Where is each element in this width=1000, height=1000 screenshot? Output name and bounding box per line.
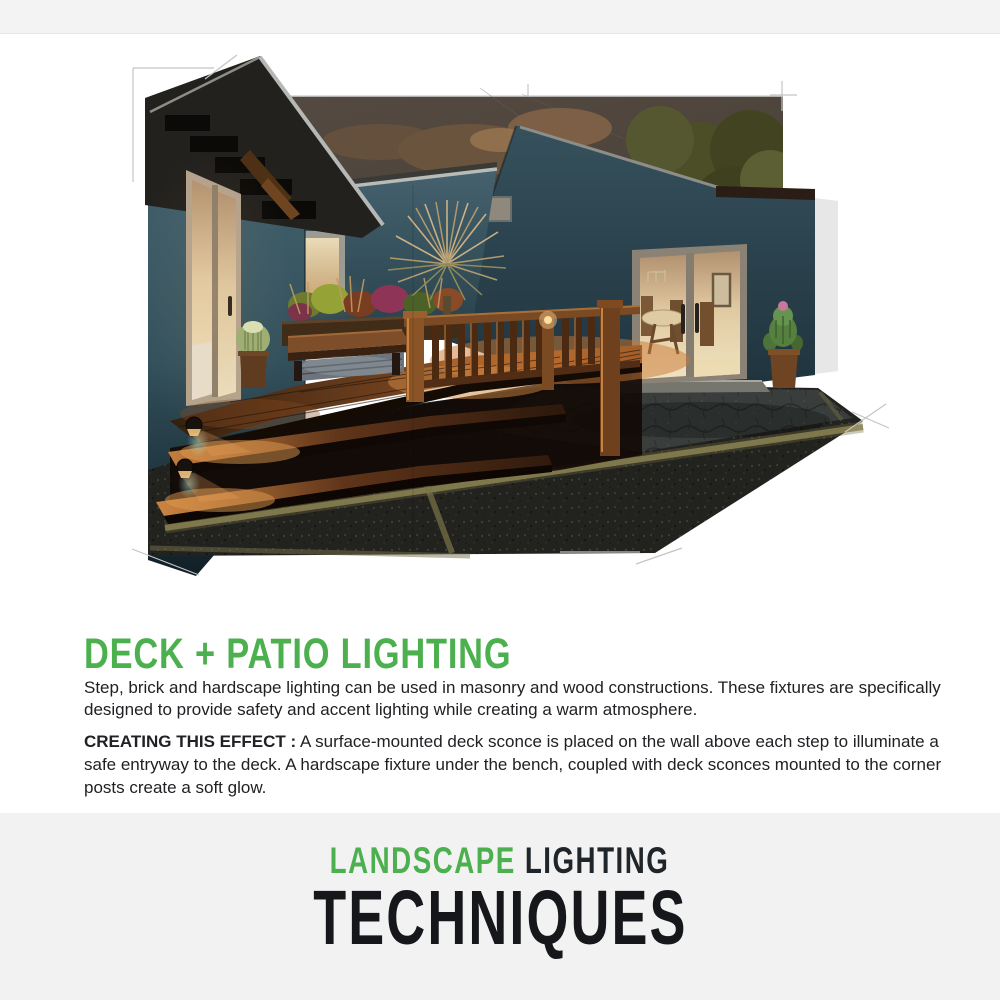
effect-text: A surface-mounted deck sconce is placed on the wall above each step to illuminate a safe entryway to the deck. A hardscape fixture under the bench, coupled with deck sconces mounted to the corner posts create a soft glow. bbox=[84, 732, 942, 797]
picture-frame bbox=[713, 274, 730, 306]
cactus-flower bbox=[778, 301, 788, 311]
intro-paragraph: Step, brick and hardscape lighting can be used in masonry and wood constructions. These fixtures are specifically designed to provide safety and accent lighting while creating a warm atmosphere. bbox=[84, 678, 941, 719]
section-panel bbox=[815, 198, 838, 374]
post-cap-sconce bbox=[544, 316, 552, 324]
footer-title-text: TECHNIQUES bbox=[312, 875, 688, 961]
effect-label: CREATING THIS EFFECT : bbox=[84, 732, 297, 751]
brand-word-landscape: LANDSCAPE bbox=[330, 840, 517, 881]
door-handle bbox=[695, 303, 699, 333]
section-heading: DECK + PATIO LIGHTING bbox=[84, 629, 512, 678]
brand-word-lighting: LIGHTING bbox=[525, 840, 670, 881]
door-handle bbox=[681, 304, 685, 334]
footer-title bbox=[0, 875, 1000, 961]
effect-paragraph bbox=[84, 730, 962, 799]
